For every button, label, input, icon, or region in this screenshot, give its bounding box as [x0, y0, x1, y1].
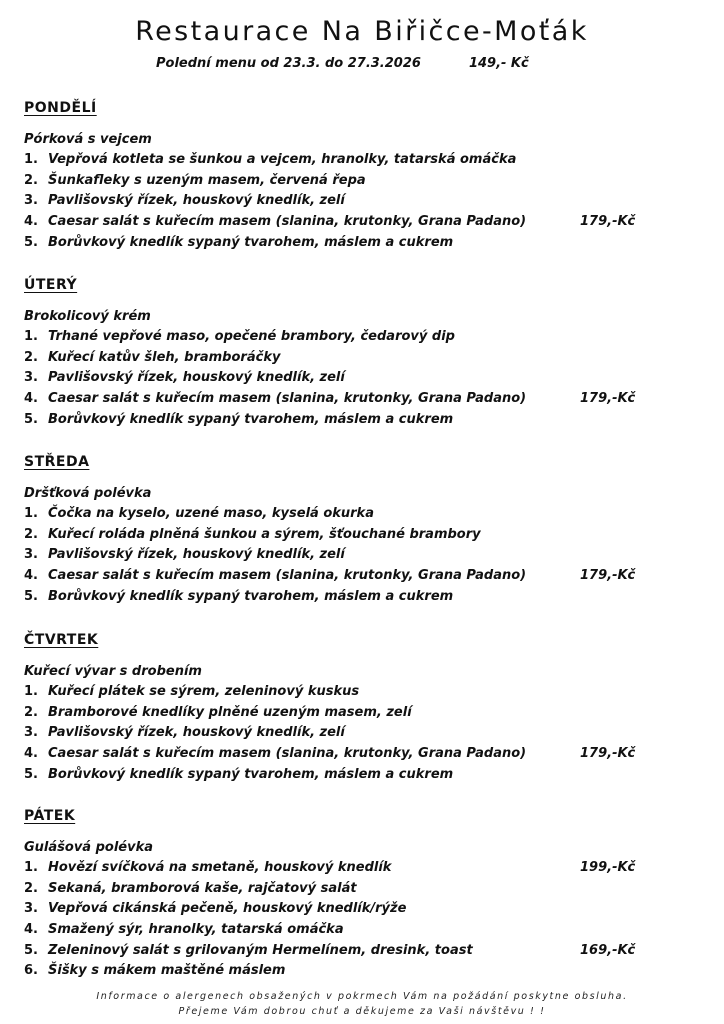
- menu-item: [24, 348, 664, 369]
- day-section: [24, 98, 664, 253]
- menu-subtitle: [156, 56, 529, 71]
- menu-item: [24, 368, 664, 389]
- menu-item: [24, 171, 664, 192]
- menu-item: [24, 389, 664, 410]
- menu-item: [24, 920, 664, 941]
- menu-item: [24, 212, 664, 233]
- day-heading: PÁTEK: [24, 808, 76, 824]
- menu-item-name: Šišky s mákem maštěné máslem: [48, 963, 286, 979]
- menu-item: [24, 191, 664, 212]
- menu-item-number: 1.: [24, 860, 38, 875]
- day-section: [24, 275, 664, 430]
- menu-item: [24, 587, 664, 608]
- day-section: [24, 452, 664, 607]
- menu-item-number: 1.: [24, 329, 38, 344]
- menu-item: [24, 566, 664, 587]
- allergen-note: Informace o alergenech obsažených v pokrmech Vám na požádání poskytne obsluha.: [96, 991, 628, 1002]
- menu-item-number: 5.: [24, 766, 38, 782]
- menu-item-name: Pavlišovský řízek, houskový knedlík, zelí: [48, 547, 345, 563]
- menu-item-name: Vepřová cikánská pečeně, houskový knedlík/rýže: [48, 901, 407, 917]
- menu-item: [24, 703, 664, 724]
- menu-item-number: 6.: [24, 963, 38, 979]
- menu-item-number: 4.: [24, 391, 38, 407]
- day-section: [24, 630, 664, 785]
- menu-item-name: Sekaná, bramborová kaše, rajčatový salát: [48, 880, 357, 896]
- menu-item-name: Čočka na kyselo, uzené maso, kyselá okurka: [48, 506, 374, 521]
- soup-of-day: Gulášová polévka: [24, 840, 153, 855]
- day-section: [24, 806, 664, 982]
- menu-item-name: Borůvkový knedlík sypaný tvarohem, máslem a cukrem: [48, 411, 454, 427]
- menu-item-name: Borůvkový knedlík sypaný tvarohem, máslem a cukrem: [48, 234, 454, 250]
- menu-item: [24, 327, 664, 348]
- soup-of-day: Dršťková polévka: [24, 486, 152, 501]
- menu-item-number: 4.: [24, 746, 38, 762]
- menu-item-name: Caesar salát s kuřecím masem (slanina, krutonky, Grana Padano): [48, 391, 527, 407]
- menu-item-price: 199,-Kč: [580, 860, 636, 875]
- menu-item: [24, 410, 664, 431]
- menu-date-range: Polední menu od 23.3. do 27.3.2026: [156, 56, 421, 71]
- menu-item: [24, 744, 664, 765]
- menu-base-price: 149,- Kč: [468, 56, 529, 71]
- menu-item-number: 5.: [24, 234, 38, 250]
- thank-you-note: Přejeme Vám dobrou chuť a děkujeme za Vaši návštěvu ! !: [178, 1006, 546, 1017]
- menu-item-name: Pavlišovský řízek, houskový knedlík, zelí: [48, 193, 345, 209]
- menu-item: [24, 899, 664, 920]
- menu-item: [24, 723, 664, 744]
- soup-of-day: Brokolicový krém: [24, 309, 151, 324]
- menu-item-name: Zeleninový salát s grilovaným Hermelínem, dresink, toast: [48, 942, 473, 958]
- menu-item: [24, 682, 664, 703]
- menu-item-name: Caesar salát s kuřecím masem (slanina, krutonky, Grana Padano): [48, 214, 527, 230]
- menu-item-number: 4.: [24, 568, 38, 584]
- menu-item: [24, 858, 664, 879]
- day-heading: ČTVRTEK: [24, 632, 99, 648]
- menu-item-price: 179,-Kč: [580, 746, 636, 762]
- menu-item-number: 5.: [24, 942, 38, 958]
- day-heading: PONDĚLÍ: [24, 100, 97, 116]
- menu-item-number: 2.: [24, 526, 38, 542]
- menu-item-price: 179,-Kč: [580, 214, 636, 230]
- menu-item: [24, 765, 664, 786]
- menu-item: [24, 504, 664, 525]
- menu-item-price: 179,-Kč: [580, 391, 636, 407]
- menu-item-number: 3.: [24, 901, 38, 917]
- menu-item: [24, 150, 664, 171]
- menu-item-number: 1.: [24, 152, 38, 167]
- menu-item-number: 2.: [24, 172, 38, 188]
- menu-item: [24, 879, 664, 900]
- menu-item-name: Bramborové knedlíky plněné uzeným masem, zelí: [48, 704, 412, 720]
- menu-item-name: Smažený sýr, hranolky, tatarská omáčka: [48, 922, 344, 938]
- menu-item-price: 169,-Kč: [580, 942, 636, 958]
- menu-item-price: 179,-Kč: [580, 568, 636, 584]
- restaurant-title: Restaurace Na Biřičce-Moťák: [135, 16, 589, 47]
- menu-item: [24, 545, 664, 566]
- menu-item-name: Kuřecí roláda plněná šunkou a sýrem, šťouchané brambory: [48, 526, 481, 542]
- menu-item-number: 4.: [24, 922, 38, 938]
- menu-item-number: 3.: [24, 725, 38, 741]
- menu-item-name: Trhané vepřové maso, opečené brambory, čedarový dip: [48, 329, 455, 344]
- menu-item-number: 3.: [24, 370, 38, 386]
- day-heading: ÚTERÝ: [24, 277, 78, 293]
- menu-item-number: 5.: [24, 588, 38, 604]
- menu-item-number: 3.: [24, 547, 38, 563]
- menu-item: [24, 961, 664, 982]
- menu-item-name: Šunkafleky s uzeným masem, červená řepa: [48, 172, 366, 188]
- menu-item-name: Borůvkový knedlík sypaný tvarohem, máslem a cukrem: [48, 588, 454, 604]
- menu-item-number: 2.: [24, 704, 38, 720]
- menu-item-number: 5.: [24, 411, 38, 427]
- menu-item: [24, 525, 664, 546]
- menu-item-number: 1.: [24, 506, 38, 521]
- menu-item-name: Hovězí svíčková na smetaně, houskový knedlík: [48, 860, 392, 875]
- menu-item-name: Kuřecí plátek se sýrem, zeleninový kuskus: [48, 684, 360, 699]
- menu-item: [24, 233, 664, 254]
- menu-item-number: 2.: [24, 880, 38, 896]
- menu-item-name: Kuřecí katův šleh, bramboráčky: [48, 349, 281, 365]
- menu-item-name: Caesar salát s kuřecím masem (slanina, krutonky, Grana Padano): [48, 746, 527, 762]
- menu-item-name: Pavlišovský řízek, houskový knedlík, zelí: [48, 725, 345, 741]
- menu-item-name: Caesar salát s kuřecím masem (slanina, krutonky, Grana Padano): [48, 568, 527, 584]
- menu-item-number: 2.: [24, 349, 38, 365]
- menu-item-number: 4.: [24, 214, 38, 230]
- menu-item: [24, 941, 664, 962]
- menu-item-name: Vepřová kotleta se šunkou a vejcem, hranolky, tatarská omáčka: [48, 152, 517, 167]
- menu-item-number: 1.: [24, 684, 38, 699]
- menu-item-name: Borůvkový knedlík sypaný tvarohem, máslem a cukrem: [48, 766, 454, 782]
- menu-item-number: 3.: [24, 193, 38, 209]
- menu-item-name: Pavlišovský řízek, houskový knedlík, zelí: [48, 370, 345, 386]
- day-heading: STŘEDA: [24, 454, 90, 470]
- soup-of-day: Kuřecí vývar s drobením: [24, 664, 202, 679]
- soup-of-day: Pórková s vejcem: [24, 132, 152, 147]
